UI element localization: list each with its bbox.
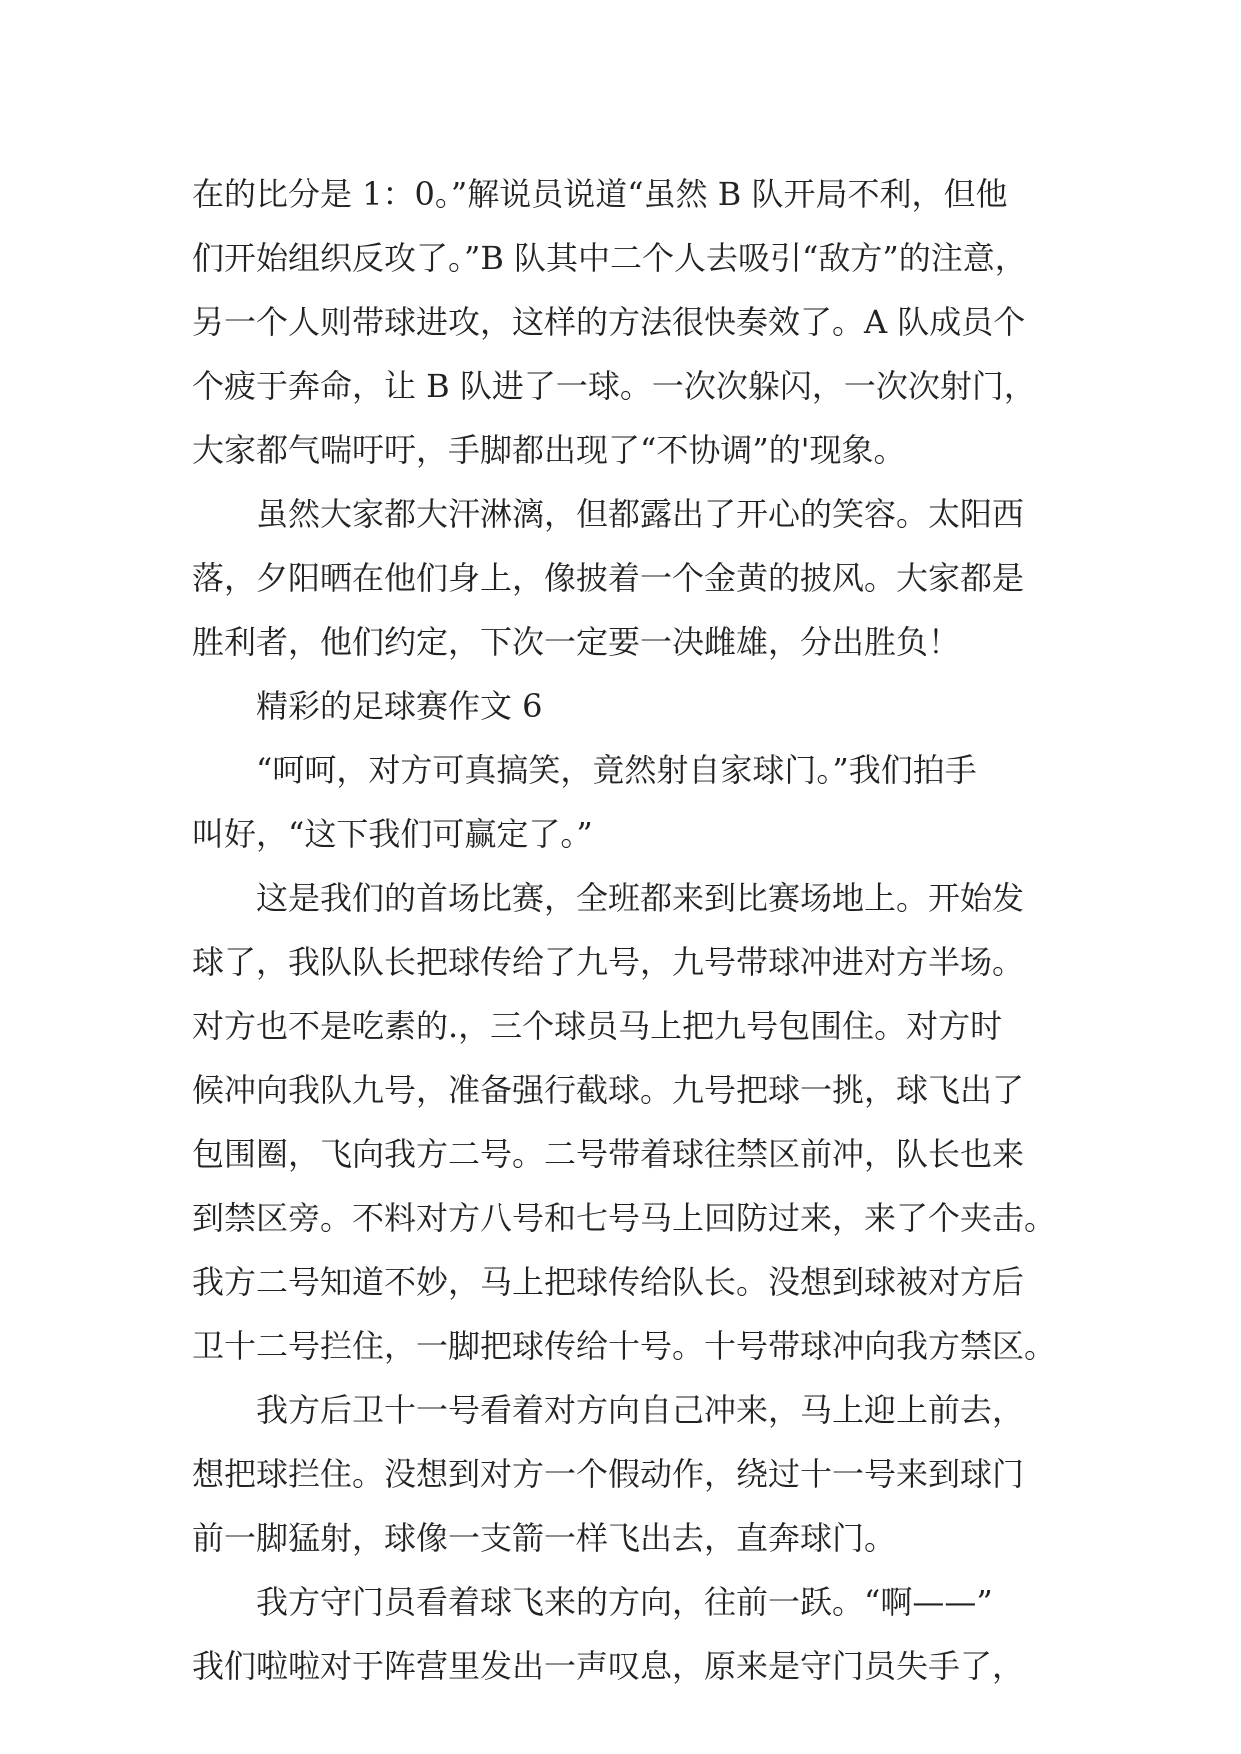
text-line-18: 我方二号知道不妙，马上把球传给队长。没想到球被对方后 [192, 1263, 1025, 1301]
document-body [192, 162, 1072, 1698]
text-line-14: 对方也不是吃素的.，三个球员马上把九号包围住。对方时 [192, 1007, 1003, 1045]
text-line-4: 个疲于奔命，让 B 队进了一球。一次次躲闪，一次次射门， [192, 367, 1036, 405]
text-line-3: 另一个人则带球进攻，这样的方法很快奏效了。A 队成员个 [192, 303, 1026, 341]
text-line-8: 胜利者，他们约定，下次一定要一决雌雄，分出胜负！ [192, 623, 961, 661]
text-line-17: 到禁区旁。不料对方八号和七号马上回防过来，来了个夹击。 [192, 1199, 1057, 1237]
text-line-21: 想把球拦住。没想到对方一个假动作，绕过十一号来到球门 [192, 1455, 1025, 1493]
text-line-16: 包围圈，飞向我方二号。二号带着球往禁区前冲，队长也来 [192, 1135, 1025, 1173]
text-line-7: 落，夕阳晒在他们身上，像披着一个金黄的披风。大家都是 [192, 559, 1025, 597]
section-heading: 精彩的足球赛作文 6 [256, 687, 543, 725]
text-line-13: 球了，我队队长把球传给了九号，九号带球冲进对方半场。 [192, 943, 1025, 981]
text-line-23: 我方守门员看着球飞来的方向，往前一跃。“啊——” [256, 1583, 993, 1621]
text-line-10: “呵呵，对方可真搞笑，竟然射自家球门。”我们拍手 [256, 751, 977, 789]
text-line-2: 们开始组织反攻了。”B 队其中二个人去吸引“敌方”的注意， [192, 239, 1027, 277]
text-line-20: 我方后卫十一号看着对方向自己冲来，马上迎上前去， [256, 1391, 1025, 1429]
text-line-12: 这是我们的首场比赛，全班都来到比赛场地上。开始发 [256, 879, 1025, 917]
text-line-6: 虽然大家都大汗淋漓，但都露出了开心的笑容。太阳西 [256, 495, 1025, 533]
text-line-19: 卫十二号拦住，一脚把球传给十号。十号带球冲向我方禁区。 [192, 1327, 1057, 1365]
text-line-22: 前一脚猛射，球像一支箭一样飞出去，直奔球门。 [192, 1519, 897, 1557]
text-line-11: 叫好，“这下我们可赢定了。” [192, 815, 593, 853]
text-line-1: 在的比分是 1：0。”解说员说道“虽然 B 队开局不利，但他 [192, 175, 1008, 213]
text-line-24: 我们啦啦对于阵营里发出一声叹息，原来是守门员失手了， [192, 1647, 1025, 1685]
text-line-15: 候冲向我队九号，准备强行截球。九号把球一挑，球飞出了 [192, 1071, 1025, 1109]
text-line-5: 大家都气喘吁吁，手脚都出现了“不协调”的'现象。 [192, 431, 906, 469]
